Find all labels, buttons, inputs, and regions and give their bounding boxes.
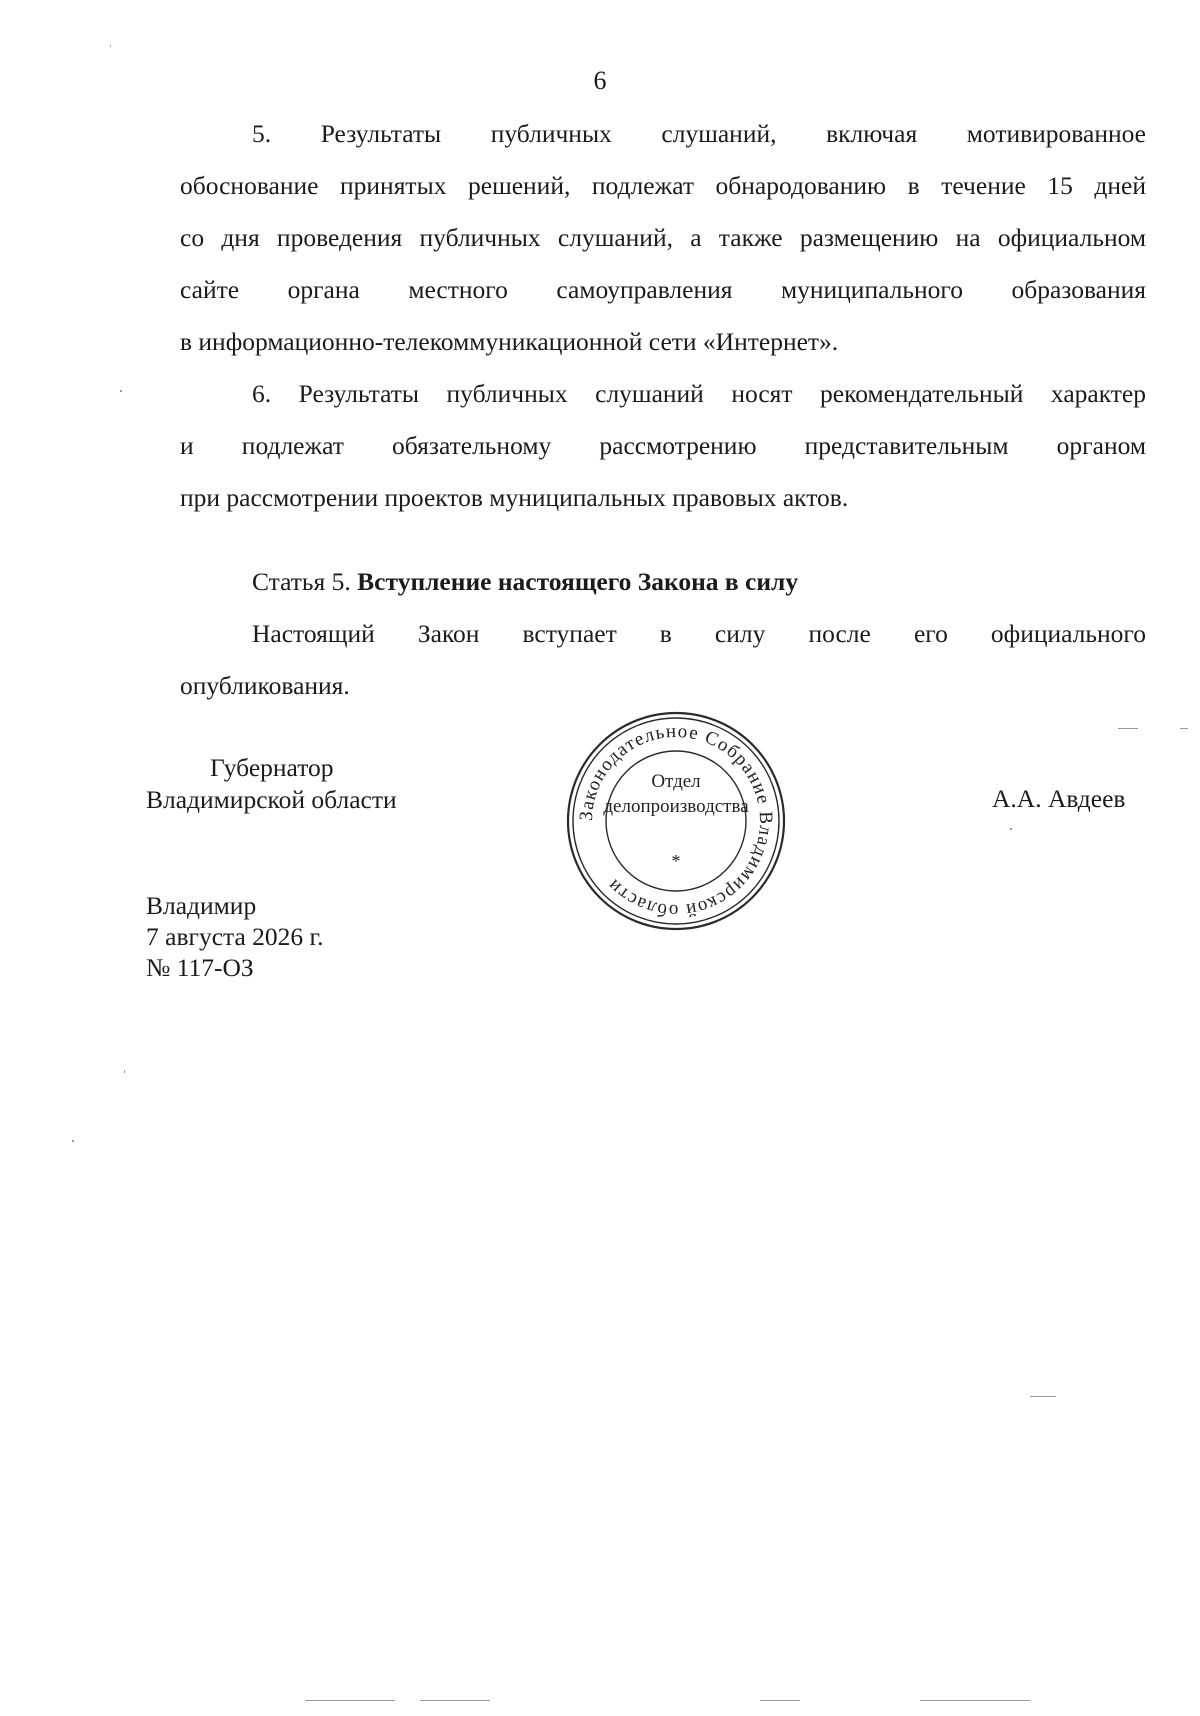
city: Владимир bbox=[146, 891, 257, 920]
stamp-center bbox=[563, 708, 789, 934]
article-text bbox=[180, 608, 1146, 712]
paragraph-line: 5. Результаты публичных слушаний, включая мотивированное bbox=[252, 119, 1146, 148]
paragraph-line: сайте органа местного самоуправления муниципального образования bbox=[180, 275, 1146, 304]
governor-name: А.А. Авдеев bbox=[992, 784, 1126, 813]
paragraph-line: обоснование принятых решений, подлежат обнародованию в течение 15 дней bbox=[180, 171, 1146, 200]
paragraph-6 bbox=[180, 368, 1146, 524]
paragraph-line: опубликования. bbox=[180, 671, 350, 700]
governor-region: Владимирской области bbox=[146, 785, 397, 814]
paragraph-line: со дня проведения публичных слушаний, а также размещению на официальном bbox=[180, 223, 1146, 252]
governor-title: Губернатор bbox=[210, 753, 334, 782]
place-date-number bbox=[146, 890, 324, 983]
paragraph-5 bbox=[180, 108, 1146, 368]
stamp-ring-text: Законодательное Собрание Владимирской области bbox=[575, 720, 777, 922]
article-heading bbox=[180, 556, 1146, 608]
official-stamp bbox=[563, 708, 789, 934]
stamp-star: * bbox=[671, 850, 681, 871]
stamp-center-line: Отдел bbox=[651, 770, 701, 792]
paragraph-line: при рассмотрении проектов муниципальных правовых актов. bbox=[180, 483, 849, 512]
law-number: № 117-ОЗ bbox=[146, 953, 254, 982]
paragraph-line: Настоящий Закон вступает в силу после его официального bbox=[252, 619, 1146, 648]
document-body bbox=[180, 108, 1146, 712]
paragraph-line: 6. Результаты публичных слушаний носят рекомендательный характер bbox=[252, 379, 1146, 408]
date: 7 августа 2026 г. bbox=[146, 922, 324, 951]
paragraph-line: и подлежат обязательному рассмотрению представительным органом bbox=[180, 431, 1146, 460]
article-title: Вступление настоящего Закона в силу bbox=[357, 567, 799, 596]
paragraph-line: в информационно-телекоммуникационной сети «Интернет». bbox=[180, 327, 839, 356]
article-prefix: Статья 5. bbox=[252, 567, 351, 596]
stamp-center-line: делопроизводства bbox=[603, 795, 749, 817]
page-number: 6 bbox=[593, 66, 607, 95]
governor-position bbox=[146, 752, 446, 816]
